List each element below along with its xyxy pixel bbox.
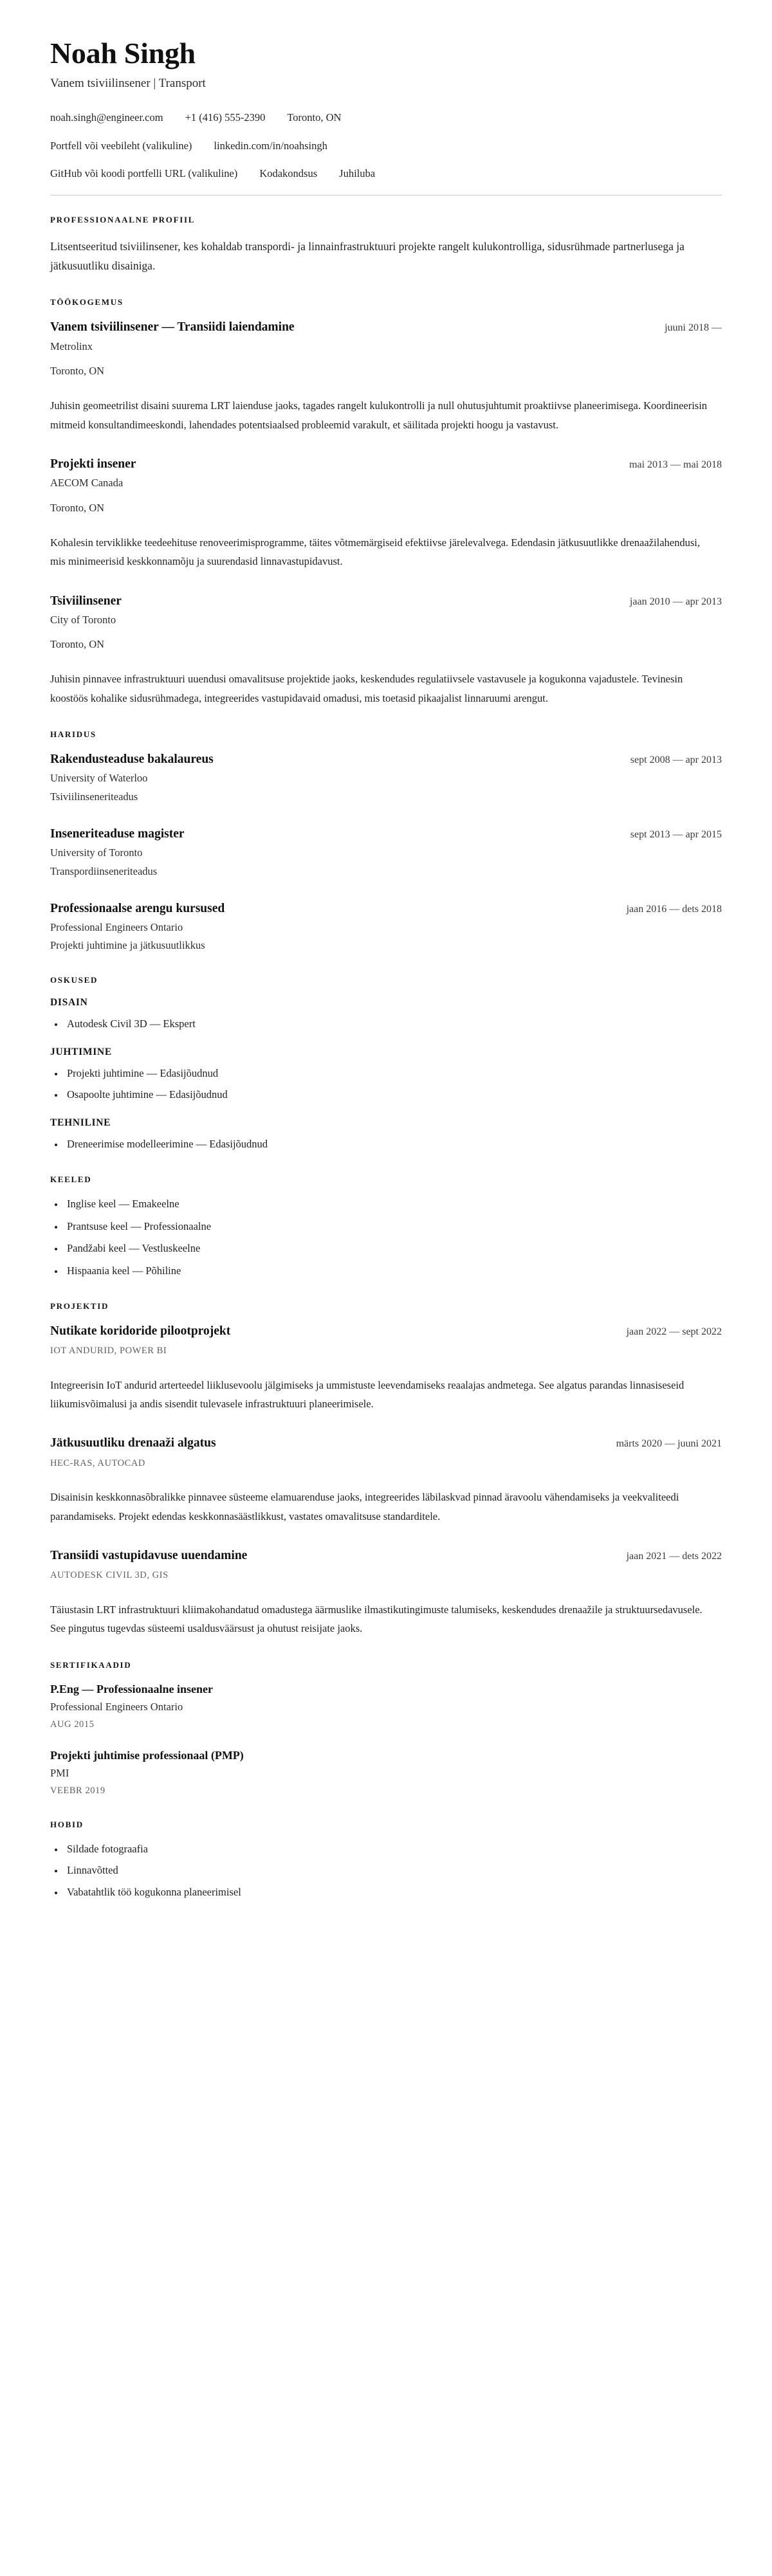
section-title-education: HARIDUS xyxy=(50,729,96,740)
skill-item: Dreneerimise modelleerimine — Edasijõudnud xyxy=(50,1137,722,1153)
experience-job-title: Projekti insener xyxy=(50,457,136,471)
resume-header xyxy=(50,37,722,196)
education-entry-head xyxy=(50,900,722,917)
experience-entry-head xyxy=(50,593,722,609)
education-entry-head xyxy=(50,751,722,767)
contact-phone[interactable]: +1 (416) 555-2390 xyxy=(185,111,266,124)
skill-group-management xyxy=(50,1046,722,1104)
project-entry xyxy=(50,1323,722,1414)
education-degree: Professionaalse arengu kursused xyxy=(50,901,225,915)
project-title: Transiidi vastupidavuse uuendamine xyxy=(50,1549,248,1562)
language-item: Prantsuse keel — Professionaalne xyxy=(50,1219,722,1235)
skill-item: Osapoolte juhtimine — Edasijõudnud xyxy=(50,1087,722,1103)
skill-group-design xyxy=(50,997,722,1032)
certification-date: AUG 2015 xyxy=(50,1719,95,1730)
certification-name: P.Eng — Professionaalne insener xyxy=(50,1682,214,1695)
education-entry xyxy=(50,751,722,804)
project-entry xyxy=(50,1435,722,1526)
experience-entry xyxy=(50,456,722,571)
education-degree: Inseneriteaduse magister xyxy=(50,827,185,841)
project-title: Jätkusuutliku drenaaži algatus xyxy=(50,1436,216,1450)
certification-name: Projekti juhtimise professionaal (PMP) xyxy=(50,1748,244,1762)
contact-citizenship: Kodakondsus xyxy=(259,167,318,179)
experience-date-range: mai 2013 — mai 2018 xyxy=(629,459,722,470)
hobby-item: Vabatahtlik töö kogukonna planeerimisel xyxy=(50,1885,722,1901)
certification-issuer: Professional Engineers Ontario xyxy=(50,1701,183,1713)
project-date-range: jaan 2021 — dets 2022 xyxy=(626,1551,722,1562)
section-title-projects: PROJEKTID xyxy=(50,1301,109,1311)
project-description: Integreerisin IoT andurid arterteedel liiklusevoolu jälgimiseks ja ummistuste leevendamiseks reaalajas andmetega. See algatus parandas linnasiseseid liikumisvõimalusi ja andis sisendit tulevasele infrastruktuuri planeerimisele. xyxy=(50,1378,685,1411)
contact-portfolio-placeholder[interactable]: Portfell või veebileht (valikuline) xyxy=(50,139,192,152)
education-entry-head xyxy=(50,826,722,842)
section-education xyxy=(50,729,722,953)
language-item: Pandžabi keel — Vestluskeelne xyxy=(50,1241,722,1257)
experience-description: Juhisin geomeetrilist disaini suurema LRT laienduse jaoks, tagades rangelt kulukontrolli ja null ohutusjuhtumit proaktiivse planeerimisega. Koordineerisin mitmeid konsultandimeeskondi, lahendades potentsiaalsed probleemid varakult, et säilitada projekti hoogu ja vastavust. xyxy=(50,399,708,431)
project-description: Täiustasin LRT infrastruktuuri kliimakohandatud omadustega äärmuslike ilmastikutingimuste talumiseks, keskendudes drenaažile ja struktuursedavusele. See pingutus tugevdas süsteemi usaldusväärsust ja ohutust reisijate jaoks. xyxy=(50,1603,703,1635)
certification-entry xyxy=(50,1748,722,1798)
section-languages xyxy=(50,1174,722,1279)
education-field: Tsiviilinseneriteadus xyxy=(50,790,138,803)
skill-item: Autodesk Civil 3D — Ekspert xyxy=(50,1016,722,1032)
education-date-range: sept 2013 — apr 2015 xyxy=(630,829,722,840)
section-projects xyxy=(50,1301,722,1638)
experience-entry-head xyxy=(50,456,722,472)
skill-list xyxy=(50,1066,722,1104)
hobby-item: Linnavõtted xyxy=(50,1863,722,1879)
experience-job-title: Tsiviilinsener xyxy=(50,594,122,608)
contact-linkedin[interactable]: linkedin.com/in/noahsingh xyxy=(214,139,327,152)
skill-group-technical xyxy=(50,1117,722,1153)
experience-employer: AECOM Canada xyxy=(50,477,124,489)
education-entry xyxy=(50,826,722,879)
candidate-headline: Vanem tsiviilinsener | Transport xyxy=(50,76,206,90)
skill-group-title: DISAIN xyxy=(50,996,88,1008)
section-hobbies xyxy=(50,1820,722,1901)
hobby-item: Sildade fotograafia xyxy=(50,1841,722,1858)
experience-employer: Metrolinx xyxy=(50,340,93,352)
education-degree: Rakendusteaduse bakalaureus xyxy=(50,753,214,767)
language-item: Inglise keel — Emakeelne xyxy=(50,1196,722,1212)
hobby-list xyxy=(50,1841,722,1901)
contact-line-1 xyxy=(50,111,722,125)
skill-group-title: JUHTIMINE xyxy=(50,1046,112,1057)
project-title: Nutikate koridoride pilootprojekt xyxy=(50,1324,231,1338)
experience-description: Juhisin pinnavee infrastruktuuri uuendusi omavalitsuse projektide jaoks, keskendudes regulatiivsele vastavusele ja kogukonna vajadustele. Tevinesin koostöös kohalike sidusrühmadega, integreerides vastupidavaid omadusi, mis toetasid pikaajalist linnaruumi arengut. xyxy=(50,673,683,704)
experience-entry xyxy=(50,319,722,434)
contact-location: Toronto, ON xyxy=(287,111,342,124)
certification-issuer: PMI xyxy=(50,1766,69,1779)
project-date-range: märts 2020 — juuni 2021 xyxy=(616,1438,722,1450)
contact-line-3 xyxy=(50,167,722,181)
candidate-name: Noah Singh xyxy=(50,37,196,69)
education-date-range: jaan 2016 — dets 2018 xyxy=(626,903,722,915)
header-divider xyxy=(50,195,722,196)
section-experience xyxy=(50,297,722,708)
project-tech-stack: AUTODESK CIVIL 3D, GIS xyxy=(50,1570,169,1581)
education-date-range: sept 2008 — apr 2013 xyxy=(630,754,722,766)
education-entry xyxy=(50,900,722,953)
section-title-hobbies: HOBID xyxy=(50,1819,84,1829)
experience-employer: City of Toronto xyxy=(50,613,116,626)
experience-location: Toronto, ON xyxy=(50,364,105,377)
certification-entry xyxy=(50,1682,722,1731)
contact-line-2 xyxy=(50,139,722,153)
section-profile xyxy=(50,215,722,275)
project-date-range: jaan 2022 — sept 2022 xyxy=(626,1326,722,1337)
project-description: Disainisin keskkonnasõbralikke pinnavee süsteeme elamuarenduse jaoks, integreerides läbilaskvad pinnad äravoolu vähendamiseks ja veekvaliteedi parandamiseks. Projekt edendas keskkonnasäästlikkust, vastates omavalitsuse standarditele. xyxy=(50,1491,679,1522)
experience-job-title: Vanem tsiviilinsener — Transiidi laiendamine xyxy=(50,320,295,334)
skill-list xyxy=(50,1137,722,1153)
project-tech-stack: IOT ANDURID, POWER BI xyxy=(50,1346,167,1357)
project-tech-stack: HEC-RAS, AUTOCAD xyxy=(50,1457,145,1468)
education-field: Transpordiinseneriteadus xyxy=(50,864,158,877)
education-institution: Professional Engineers Ontario xyxy=(50,921,183,934)
experience-date-range: jaan 2010 — apr 2013 xyxy=(629,596,722,607)
section-title-languages: KEELED xyxy=(50,1174,92,1184)
experience-description: Kohalesin terviklikke teedeehituse renoveerimisprogramme, täites võtmemärgiseid efektiivse järelevalvega. Edendasin jätkusuutlikke drenaažilahendusi, mis minimeerisid keskkonnamõju ja suurendasid linnavastupidavust. xyxy=(50,536,700,568)
certification-date: VEEBR 2019 xyxy=(50,1785,106,1796)
section-title-profile: PROFESSIONAALNE PROFIIL xyxy=(50,215,196,225)
skill-group-title: TEHNILINE xyxy=(50,1117,111,1128)
contact-drivers-license: Juhiluba xyxy=(339,167,376,179)
section-title-skills: OSKUSED xyxy=(50,974,98,985)
section-title-certifications: SERTIFIKAADID xyxy=(50,1659,132,1670)
experience-entry xyxy=(50,593,722,708)
section-title-experience: TÖÖKOGEMUS xyxy=(50,297,124,307)
contact-email[interactable]: noah.singh@engineer.com xyxy=(50,111,163,124)
project-entry-head xyxy=(50,1323,722,1339)
project-entry-head xyxy=(50,1548,722,1564)
experience-location: Toronto, ON xyxy=(50,638,105,651)
skill-list xyxy=(50,1016,722,1032)
profile-summary-text: Litsentseeritud tsiviilinsener, kes kohaldab transpordi- ja linnainfrastruktuuri projekte rangelt kulukontrolliga, sidusrühmade partnerlusega ja jätkusuutliku disainiga. xyxy=(50,240,685,273)
education-field: Projekti juhtimine ja jätkusuutlikkus xyxy=(50,939,205,952)
experience-date-range: juuni 2018 — xyxy=(665,322,722,334)
language-list xyxy=(50,1196,722,1279)
section-certifications xyxy=(50,1660,722,1798)
skill-item: Projekti juhtimine — Edasijõudnud xyxy=(50,1066,722,1082)
project-entry xyxy=(50,1548,722,1638)
section-skills xyxy=(50,975,722,1153)
project-entry-head xyxy=(50,1435,722,1451)
experience-location: Toronto, ON xyxy=(50,501,105,514)
education-institution: University of Waterloo xyxy=(50,772,148,785)
education-institution: University of Toronto xyxy=(50,846,143,859)
language-item: Hispaania keel — Põhiline xyxy=(50,1263,722,1279)
experience-entry-head xyxy=(50,319,722,335)
contact-github-placeholder[interactable]: GitHub või koodi portfelli URL (valikuline) xyxy=(50,167,238,179)
